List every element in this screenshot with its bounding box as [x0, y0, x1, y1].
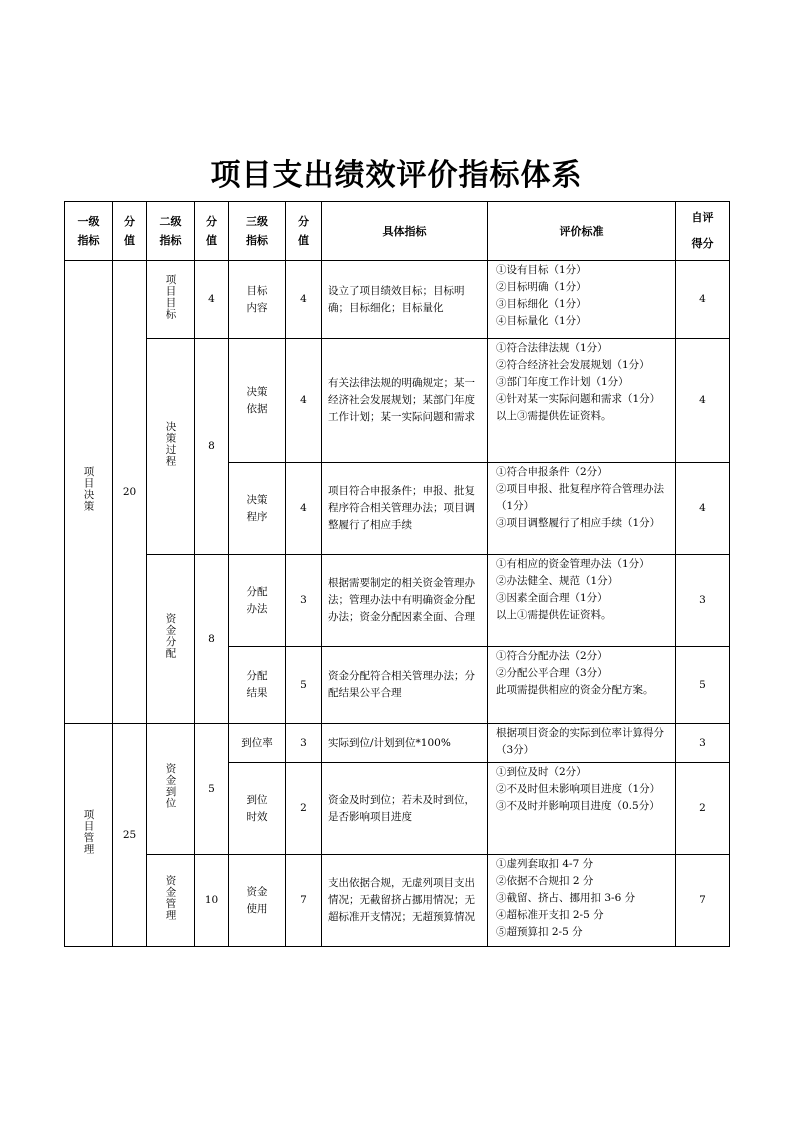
level2-score: 5 [195, 724, 229, 855]
indicator-cell: 实际到位/计划到位*100% [322, 724, 488, 763]
level2-cell: 资金管理 [147, 855, 195, 947]
indicator-cell: 设立了项目绩效目标；目标明确；目标细化；目标量化 [322, 261, 488, 339]
table-row [65, 261, 730, 339]
level2-cell: 决策过程 [147, 339, 195, 555]
level2-score: 8 [195, 555, 229, 724]
level3-score: 3 [286, 555, 322, 647]
indicator-cell: 支出依据合规，无虚列项目支出情况；无截留挤占挪用情况；无超标准开支情况；无超预算情况 [322, 855, 488, 947]
criteria-cell: ①符合分配办法（2分） ②分配公平合理（3分） 此项需提供相应的资金分配方案。 [488, 647, 676, 724]
criteria-cell: ①有相应的资金管理办法（1分） ②办法健全、规范（1分） ③因素全面合理（1分） 以上①需提供佐证资料。 [488, 555, 676, 647]
table-row [65, 724, 730, 763]
indicator-cell: 项目符合申报条件；申报、批复程序符合相关管理办法；项目调整履行了相应手续 [322, 463, 488, 555]
indicator-cell: 有关法律法规的明确规定；某一经济社会发展规划；某部门年度工作计划；某一实际问题和需求 [322, 339, 488, 463]
level3-cell: 决策 依据 [229, 339, 286, 463]
level3-score: 3 [286, 724, 322, 763]
level1-score: 25 [113, 724, 147, 947]
level3-score: 5 [286, 647, 322, 724]
level2-cell: 项目目标 [147, 261, 195, 339]
self-score-cell: 3 [676, 555, 730, 647]
level3-cell: 到位率 [229, 724, 286, 763]
page-title: 项目支出绩效评价指标体系 [210, 158, 583, 193]
level3-cell: 资金 使用 [229, 855, 286, 947]
criteria-cell: ①符合法律法规（1分） ②符合经济社会发展规划（1分） ③部门年度工作计划（1分） ④针对某一实际问题和需求（1分） 以上③需提供佐证资料。 [488, 339, 676, 463]
self-score-cell: 2 [676, 763, 730, 855]
level2-score: 8 [195, 339, 229, 555]
level3-cell: 分配 结果 [229, 647, 286, 724]
self-score-cell: 3 [676, 724, 730, 763]
header-score3: 分 值 [286, 202, 322, 261]
level3-cell: 目标 内容 [229, 261, 286, 339]
level3-score: 7 [286, 855, 322, 947]
self-score-cell: 7 [676, 855, 730, 947]
header-self-score: 自评 得分 [676, 202, 730, 261]
level3-score: 4 [286, 339, 322, 463]
criteria-cell: ①设有目标（1分） ②目标明确（1分） ③目标细化（1分） ④目标量化（1分） [488, 261, 676, 339]
self-score-cell: 5 [676, 647, 730, 724]
header-indicator: 具体指标 [322, 202, 488, 261]
level3-cell: 到位 时效 [229, 763, 286, 855]
header-score2: 分 值 [195, 202, 229, 261]
table-row [65, 855, 730, 947]
header-level1: 一级 指标 [65, 202, 113, 261]
level1-score: 20 [113, 261, 147, 724]
level3-cell: 分配 办法 [229, 555, 286, 647]
level2-cell: 资金到位 [147, 724, 195, 855]
self-score-cell: 4 [676, 463, 730, 555]
header-criteria: 评价标准 [488, 202, 676, 261]
header-score1: 分 值 [113, 202, 147, 261]
level1-cell: 项目决策 [65, 261, 113, 724]
header-level3: 三级 指标 [229, 202, 286, 261]
table-row [65, 555, 730, 647]
level1-cell: 项目管理 [65, 724, 113, 947]
level3-score: 4 [286, 261, 322, 339]
criteria-cell: ①到位及时（2分） ②不及时但未影响项目进度（1分） ③不及时并影响项目进度（0.5分） [488, 763, 676, 855]
indicator-cell: 资金分配符合相关管理办法；分配结果公平合理 [322, 647, 488, 724]
level2-score: 4 [195, 261, 229, 339]
header-row [65, 202, 730, 261]
indicator-cell: 资金及时到位；若未及时到位，是否影响项目进度 [322, 763, 488, 855]
level3-score: 4 [286, 463, 322, 555]
evaluation-table [64, 201, 730, 947]
criteria-cell: ①符合申报条件（2分） ②项目申报、批复程序符合管理办法（1分） ③项目调整履行了相应手续（1分） [488, 463, 676, 555]
level2-cell: 资金分配 [147, 555, 195, 724]
indicator-cell: 根据需要制定的相关资金管理办法；管理办法中有明确资金分配办法；资金分配因素全面、合理 [322, 555, 488, 647]
header-level2: 二级 指标 [147, 202, 195, 261]
level3-score: 2 [286, 763, 322, 855]
criteria-cell: 根据项目资金的实际到位率计算得分（3分） [488, 724, 676, 763]
table-row [65, 339, 730, 463]
criteria-cell: ①虚列套取扣 4-7 分 ②依据不合规扣 2 分 ③截留、挤占、挪用扣 3-6 分 ④超标准开支扣 2-5 分 ⑤超预算扣 2-5 分 [488, 855, 676, 947]
level3-cell: 决策 程序 [229, 463, 286, 555]
self-score-cell: 4 [676, 339, 730, 463]
self-score-cell: 4 [676, 261, 730, 339]
level2-score: 10 [195, 855, 229, 947]
